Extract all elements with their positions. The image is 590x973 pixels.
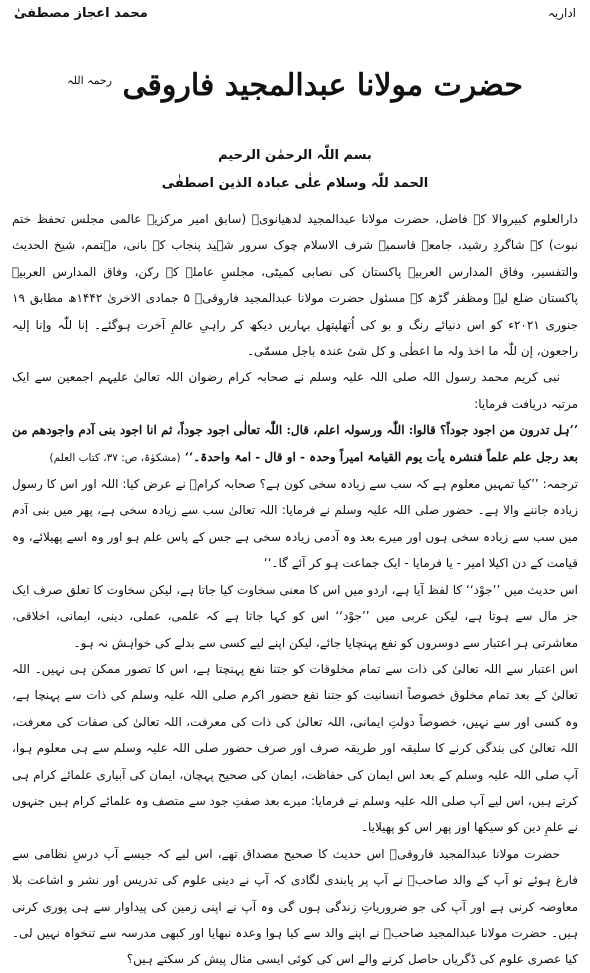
author-name: محمد اعجاز مصطفیٰ — [14, 6, 148, 21]
hadith-reference: (مشکوٰۃ، ص: ۳۷، کتاب العلم) — [49, 451, 181, 464]
bismillah-line: بسم اللّٰہ الرحمٰن الرحیم — [218, 148, 372, 163]
paragraph-farooqi: حضرت مولانا عبدالمجید فاروقیؒ اس حدیث کا صحیح مصداق تھے، اس لیے کہ جیسے آپ درسِ نظامی سے فارغ ہوئے تو آپ کے والد صاحبؒ نے آپ پر پابندی لگادی کہ آپ نے دینی علوم کی تدریس اور نشر و اشاعت بلا معاوضہ کرنی ہے اور آپ کی جو ضروریاتِ زندگی ہوں گی وہ آپ نے اپنی زمین کی پیداوار سے ہی پوری کرنی ہیں۔ حضرت مولانا عبدالمجید صاحبؒ نے اپنے والد سے کیا ہوا وعدہ نبھایا اور کبھی مدرسہ سے تنخواہ نہیں لی۔ کیا عصری علوم کی ڈگریاں حاصل کرنے والے اس کی کوئی ایسی مثال پیش کر سکتے ہیں؟ — [12, 846, 578, 967]
paragraph-jood: اس حدیث میں ’’جوْد‘‘ کا لفظ آیا ہے، اردو میں اس کا معنی سخاوت کیا جاتا ہے، لیکن سخاوت کا تعلق صرف ایک جز مال سے ہوتا ہے، لیکن عربی میں ’’جوْد‘‘ اس کو کہا جاتا ہے کہ علمی، عملی، دینی، ایمانی، اخلاقی، معاشرتی ہر اعتبار سے دوسروں کو نفع پہنچایا جائے، لیکن اپنے لیے کسی سے بدلے کی خواہش نہ ہو۔ — [12, 582, 578, 650]
hamd-line: الحمد للّٰہ وسلام علٰی عبادہ الذین اصطفٰی — [161, 176, 429, 191]
paragraph-hadith-lead: نبی کریم محمد رسول اللہ صلی اللہ علیہ وسلم نے صحابہ کرام رضوان اللہ تعالیٰ علیہم اجمعین سے ایک مرتبہ دریافت فرمایا: — [12, 370, 578, 411]
hadith-text: ’’ہل تدرون من اجود جوداً؟ قالوا: اللّٰہ ورسولہ اعلم، قال: اللّٰہ تعالٰی اجود جوداً، ثم انا اجود بنی آدم واجودھم من بعد رجل علم علماً فنشرہ یأت یوم القیامۃ امیراً وحدہ - او قال - امۃ واحدۃ۔‘‘ — [12, 423, 578, 464]
title-text: حضرت مولانا عبدالمجید فاروقی — [122, 68, 523, 103]
hadith-arabic — [12, 417, 578, 471]
section-label: اداریہ — [547, 6, 576, 20]
article-body — [12, 206, 578, 973]
paragraph-intro: دارالعلوم کبیروالا کے فاضل، حضرت مولانا عبدالمجید لدھیانویؒ (سابق امیر مرکزیہ عالمی مجلس تحفظ ختم نبوت) کے شاگردِ رشید، جامعہ قاسمیہ شرف الاسلام چوک سرور شہید پنجاب کے بانی، مہتمم، شیخ الحدیث والتفسیر، وفاق المدارس العربیہ پاکستان کی نصابی کمیٹی، مجلسِ عاملہ کے رکن، وفاق المدارس العربیہ پاکستان ضلع لیہ ومظفر گڑھ کے مسئول حضرت مولانا عبدالمجید فاروقیؒ ۵ جمادی الاخریٰ ۱۴۴۲ھ مطابق ۱۹ جنوری ۲۰۲۱ء کو اس دنیائے رنگ و بو کی اُتھلپتھل بہاریں دیکھ کر راہیِ عالمِ آخرت ہوگئے۔ إنا للّٰہ وإنا إلیہ راجعون، إن للّٰہ ما اخذ ولہ ما اعطٰی و کل شیٔ عندہ باجل مسمّٰی۔ — [12, 212, 578, 359]
title-honorific: رحمہ اللہ — [67, 74, 113, 87]
article-title — [40, 68, 550, 103]
paragraph-translation: ترجمہ: ’’کیا تمہیں معلوم ہے کہ سب سے زیادہ سخی کون ہے؟ صحابہ کرامؓ نے عرض کیا: اللہ اور اس کا رسول زیادہ جاننے والا ہے۔ حضور صلی اللہ علیہ وسلم نے فرمایا: اللہ تعالیٰ سب سے زیادہ سخی ہے، پھر میں بنی آدم میں سب سے زیادہ سخی ہوں اور میرے بعد وہ آدمی زیادہ سخی ہے جس کے پاس علم ہو اور وہ اسے پھیلائے، وہ قیامت کے دن اکیلا امیر - یا فرمایا - ایک جماعت ہو کر آئے گا۔‘‘ — [12, 477, 578, 571]
paragraph-benefit: اس اعتبار سے اللہ تعالیٰ کی ذات سے تمام مخلوقات کو جتنا نفع پہنچتا ہے، اس کا تصور ممکن ہی نہیں۔ اللہ تعالیٰ کے بعد تمام مخلوق خصوصاً انسانیت کو جتنا نفع حضور اکرم صلی اللہ علیہ وسلم کی ذات سے پہنچا ہے، وہ کسی اور سے نہیں، خصوصاً دولتِ ایمانی، اللہ تعالیٰ کی ذات کی معرفت، اللہ تعالیٰ کی صفات کی معرفت، اللہ تعالیٰ کی بندگی کرنے کا سلیقہ اور طریقہ صرف اور صرف حضور صلی اللہ علیہ وسلم سے ہی معلوم ہوا، آپ صلی اللہ علیہ وسلم کے بعد اس ایمان کی حفاظت، ایمان کی صحیح پہچان، ایمان کی آبیاری علمائے کرام ہی کرتے ہیں، اس لیے آپ صلی اللہ علیہ وسلم نے فرمایا: میرے بعد صفتِ جود سے متصف وہ علمائے کرام ہیں جنہوں نے علمِ دین کو سیکھا اور پھر اس کو پھیلایا۔ — [12, 661, 578, 835]
